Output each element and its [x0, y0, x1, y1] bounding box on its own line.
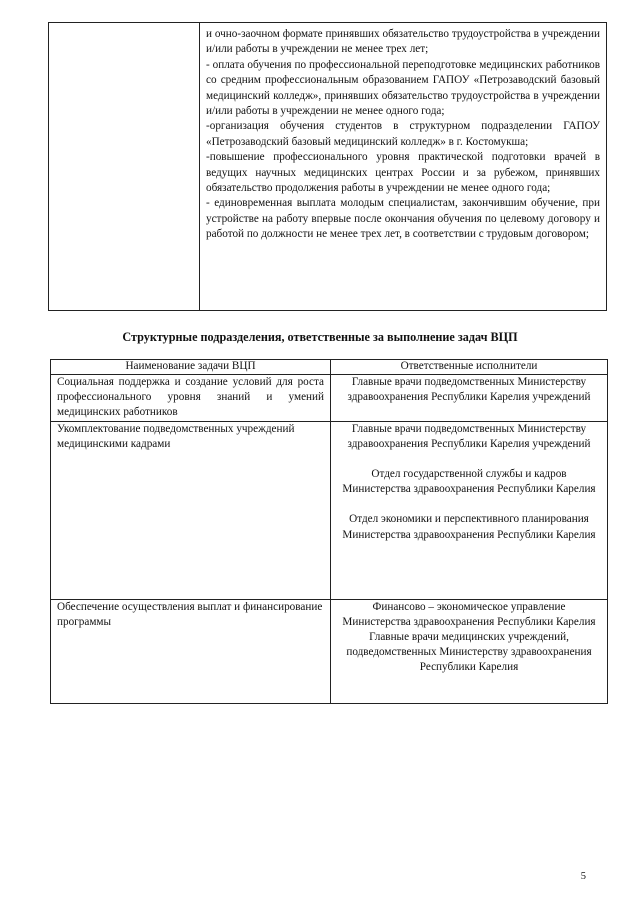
table-row [49, 23, 607, 311]
task-text: Укомплектование подведомственных учреждений медицинскими кадрами [57, 422, 295, 450]
executor-text: Финансово – экономическое управление Министерства здравоохранения Республики Карелия [342, 600, 596, 628]
executors-cell [331, 599, 608, 703]
column-header-task: Наименование задачи ВЦП [51, 360, 331, 375]
executor-text: Главные врачи медицинских учреждений, подведомственных Министерству здравоохранения Республики Карелия [346, 631, 592, 674]
executors-cell [331, 421, 608, 599]
executor-text: Главные врачи подведомственных Министерству здравоохранения Республики Карелия учреждений [347, 376, 591, 404]
measures-cell [200, 23, 607, 311]
measure-paragraph: - оплата обучения по профессиональной переподготовке медицинских работников со средним профессиональным образованием ГАПОУ «Петрозаводский базовый медицинский колледж», принявших обязательство трудоустройства в учреждении и/или работы в учреждении не менее одного года; [206, 58, 600, 118]
measure-paragraph: и очно-заочном формате принявших обязательство трудоустройства в учреждении и/или работы в учреждении не менее трех лет; [206, 28, 600, 56]
executor-text: Отдел государственной службы и кадров Министерства здравоохранения Республики Карелия [342, 468, 596, 496]
table-header-row [51, 360, 608, 375]
measure-paragraph: - единовременная выплата молодым специалистам, закончившим обучение, при устройстве на работу впервые после окончания обучения по целевому договору и работой по должности не менее трех лет, в соответствии с трудовым договором; [206, 197, 600, 241]
table-row [51, 599, 608, 703]
executor-text: Главные врачи подведомственных Министерству здравоохранения Республики Карелия учреждений [347, 422, 591, 450]
task-cell [51, 421, 331, 599]
task-text: Социальная поддержка и создание условий для роста профессионального уровня знаний и умений медицинских работников [57, 376, 324, 419]
table-row [51, 421, 608, 599]
column-header-executors: Ответственные исполнители [331, 360, 608, 375]
section-title: Структурные подразделения, ответственные за выполнение задач ВЦП [122, 330, 518, 344]
page-number: 5 [580, 871, 586, 882]
measure-paragraph: -повышение профессионального уровня практической подготовки врачей в ведущих научных медицинских центрах России и за рубежом, принявших обязательство продолжения работы в учреждении не менее одного года; [206, 151, 600, 195]
task-cell [51, 599, 331, 703]
table-row [51, 375, 608, 422]
executors-cell [331, 375, 608, 422]
task-text: Обеспечение осуществления выплат и финансирование программы [57, 600, 323, 628]
empty-cell [49, 23, 200, 311]
continuation-table [48, 22, 607, 311]
task-cell [51, 375, 331, 422]
executor-text: Отдел экономики и перспективного планирования Министерства здравоохранения Республики Карелия [342, 513, 596, 541]
measure-paragraph: -организация обучения студентов в структурном подразделении ГАПОУ «Петрозаводский базовый медицинский колледж» в г. Костомукша; [206, 120, 600, 148]
responsibility-table [50, 359, 608, 704]
